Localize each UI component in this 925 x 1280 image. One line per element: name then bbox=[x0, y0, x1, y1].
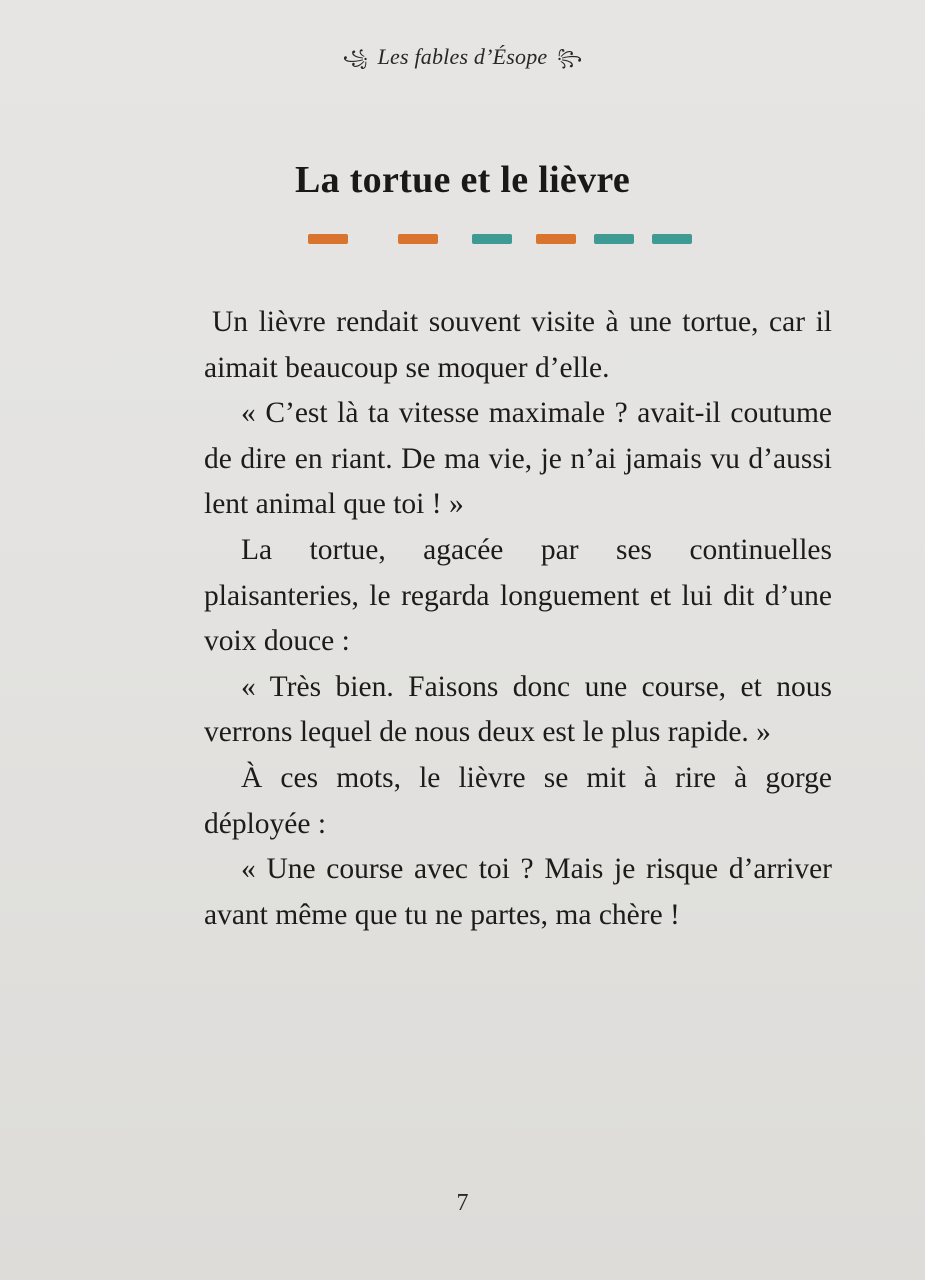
right-ornament-icon: ꧂ bbox=[557, 50, 583, 67]
paragraph: « C’est là ta vitesse maximale ? avait-il coutume de dire en riant. De ma vie, je n’ai jamais vu d’aussi lent animal que toi ! » bbox=[204, 397, 832, 521]
paragraph: « Très bien. Faisons donc une course, et nous verrons lequel de nous deux est le plus rapide. » bbox=[204, 670, 832, 749]
divider-dash bbox=[536, 234, 576, 244]
divider-dash bbox=[398, 234, 438, 244]
divider-dash bbox=[472, 234, 512, 244]
divider-dash bbox=[652, 234, 692, 244]
chapter-title: La tortue et le lièvre bbox=[294, 159, 631, 201]
left-ornament-icon: ꧁ bbox=[342, 50, 368, 67]
fable-text bbox=[204, 300, 832, 938]
running-head-text: Les fables d’Ésope bbox=[377, 44, 548, 69]
divider-dash bbox=[594, 234, 634, 244]
decorative-divider bbox=[308, 234, 698, 248]
paragraph: À ces mots, le lièvre se mit à rire à gorge déployée : bbox=[204, 761, 832, 840]
page-number: 7 bbox=[456, 1190, 469, 1216]
paragraph: Un lièvre rendait souvent visite à une tortue, car il aimait beaucoup se moquer d’elle. bbox=[204, 306, 832, 384]
running-head bbox=[0, 44, 925, 78]
paragraph: « Une course avec toi ? Mais je risque d’arriver avant même que tu ne partes, ma chère ! bbox=[204, 853, 832, 931]
paragraph: La tortue, agacée par ses continuelles plaisanteries, le regarda longuement et lui dit d’une voix douce : bbox=[204, 533, 832, 658]
divider-dash bbox=[308, 234, 348, 244]
